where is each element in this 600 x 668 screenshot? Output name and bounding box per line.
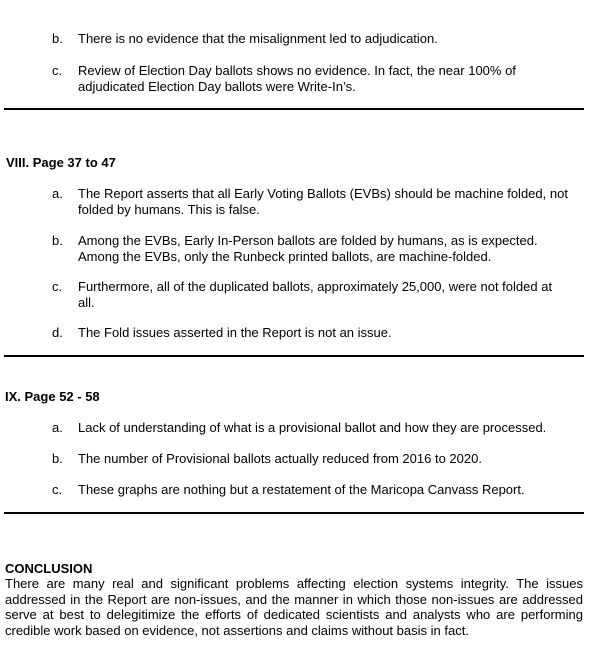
list-item xyxy=(52,186,590,218)
section-divider xyxy=(4,512,584,514)
list-item xyxy=(52,482,590,498)
section-heading-ix: IX. Page 52 - 58 xyxy=(5,389,100,404)
list-item xyxy=(52,420,590,436)
item-text: The number of Provisional ballots actually reduced from 2016 to 2020. xyxy=(78,451,482,466)
item-text: The Report asserts that all Early Voting Ballots (EVBs) should be machine folded, not folded by humans. This is false. xyxy=(78,186,568,217)
list-item xyxy=(52,325,590,341)
item-text: The Fold issues asserted in the Report is not an issue. xyxy=(78,325,392,340)
item-letter: b. xyxy=(52,31,63,46)
section-divider xyxy=(4,355,584,357)
item-text: These graphs are nothing but a restatement of the Maricopa Canvass Report. xyxy=(78,482,525,497)
item-text: Among the EVBs, Early In-Person ballots are folded by humans, as is expected. Among the EVBs, only the Runbeck printed ballots, are machine-folded. xyxy=(78,233,538,264)
section-heading-viii: VIII. Page 37 to 47 xyxy=(6,155,116,170)
list-item xyxy=(52,451,590,467)
list-item xyxy=(52,31,590,47)
section-divider xyxy=(4,108,584,110)
item-text: Furthermore, all of the duplicated ballots, approximately 25,000, were not folded at all. xyxy=(78,279,553,310)
list-item xyxy=(52,233,560,265)
item-letter: c. xyxy=(52,279,63,294)
item-letter: b. xyxy=(52,451,63,466)
item-letter: a. xyxy=(52,420,63,435)
item-letter: a. xyxy=(52,186,63,201)
item-text: Review of Election Day ballots shows no evidence. In fact, the near 100% of adjudicated Election Day ballots were Write-In’s. xyxy=(78,63,516,94)
item-text: There is no evidence that the misalignment led to adjudication. xyxy=(78,31,438,46)
conclusion-paragraph: There are many real and significant problems affecting election systems integrity. The issues addressed in the Report are non-issues, and the manner in which those non-issues are addressed serve at best to delegitimize the efforts of dedicated scientists and analysts who are performing credible work based on evidence, not assertions and claims without basis in fact. xyxy=(5,576,583,638)
list-item xyxy=(52,63,540,95)
item-letter: d. xyxy=(52,325,63,340)
conclusion-heading: CONCLUSION xyxy=(5,561,93,576)
item-letter: b. xyxy=(52,233,63,248)
item-text: Lack of understanding of what is a provisional ballot and how they are processed. xyxy=(78,420,547,435)
item-letter: c. xyxy=(52,482,63,497)
list-item xyxy=(52,279,570,311)
item-letter: c. xyxy=(52,63,63,78)
